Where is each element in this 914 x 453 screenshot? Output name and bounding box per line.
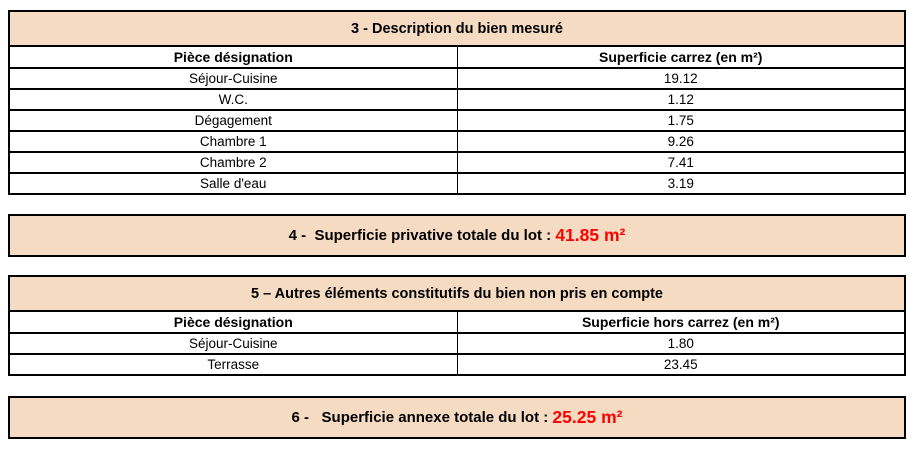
section5-title: 5 – Autres éléments constitutifs du bien non pris en compte [9,276,905,311]
table-row [9,173,905,194]
area-value-cell: 7.41 [457,152,905,173]
other-elements-table [8,275,906,376]
table-row [9,131,905,152]
content-area [8,10,906,439]
table-row [9,152,905,173]
description-table [8,10,906,195]
room-name-cell: Chambre 2 [9,152,457,173]
total-private-area-value: 41.85 m² [555,225,626,245]
total-annex-area-value: 25.25 m² [552,407,623,427]
area-value-cell: 1.80 [457,333,905,354]
area-value-cell: 1.75 [457,110,905,131]
room-name-cell: Terrasse [9,354,457,375]
column-header-room: Pièce désignation [9,311,457,333]
total-annex-area-label: 6 - Superficie annexe totale du lot : [291,409,553,426]
room-name-cell: Salle d'eau [9,173,457,194]
room-name-cell: Séjour-Cuisine [9,333,457,354]
table-header-row [9,311,905,333]
column-header-room: Pièce désignation [9,46,457,68]
area-value-cell: 23.45 [457,354,905,375]
room-name-cell: W.C. [9,89,457,110]
section3-title: 3 - Description du bien mesuré [9,11,905,46]
room-name-cell: Dégagement [9,110,457,131]
table-row [9,89,905,110]
table-header-row [9,46,905,68]
area-value-cell: 19.12 [457,68,905,89]
column-header-hors-carrez-area: Superficie hors carrez (en m²) [457,311,905,333]
area-value-cell: 3.19 [457,173,905,194]
area-value-cell: 9.26 [457,131,905,152]
table-title-row [9,276,905,311]
table-row [9,354,905,375]
table-row [9,68,905,89]
total-private-area-banner [8,214,906,257]
table-row [9,110,905,131]
table-row [9,333,905,354]
room-name-cell: Séjour-Cuisine [9,68,457,89]
table-title-row [9,11,905,46]
total-annex-area-banner [8,396,906,439]
column-header-carrez-area: Superficie carrez (en m²) [457,46,905,68]
total-private-area-label: 4 - Superficie privative totale du lot : [288,227,556,244]
area-value-cell: 1.12 [457,89,905,110]
room-name-cell: Chambre 1 [9,131,457,152]
